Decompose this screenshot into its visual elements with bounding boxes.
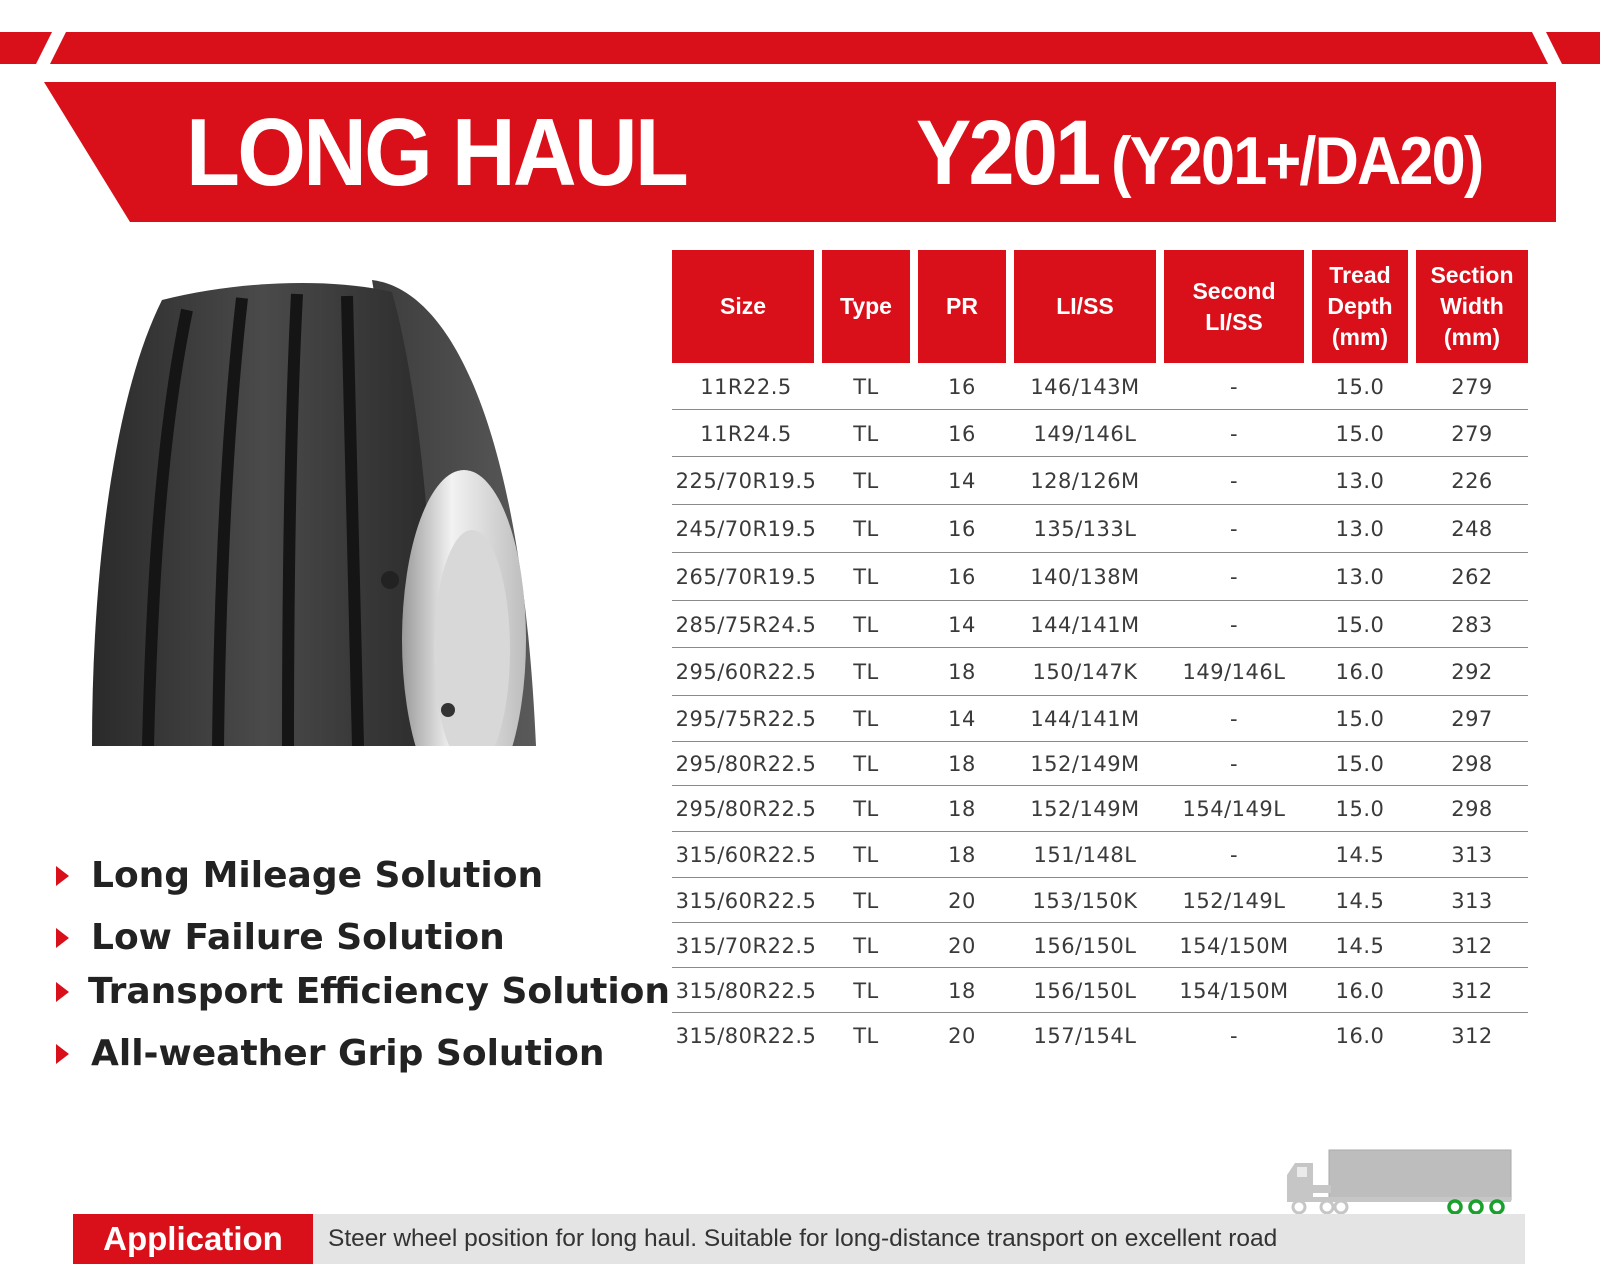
table-cell: 16 — [948, 565, 976, 589]
table-cell: - — [1229, 421, 1239, 446]
triangle-right-icon — [56, 928, 69, 948]
table-cell: - — [1229, 752, 1239, 776]
table-cell: 283 — [1451, 612, 1493, 637]
triangle-right-icon — [56, 982, 69, 1002]
feature-item — [56, 1033, 604, 1074]
table-cell: 298 — [1451, 797, 1493, 821]
table-cell: 152/149L — [1182, 888, 1286, 913]
table-cell: TL — [853, 469, 879, 493]
table-cell: TL — [853, 707, 879, 731]
table-cell: 150/147K — [1032, 660, 1138, 684]
table-cell: 152/149M — [1030, 797, 1140, 821]
triangle-right-icon — [56, 866, 69, 886]
feature-item — [56, 855, 543, 896]
column-header: Section Width (mm) — [1416, 250, 1528, 363]
model-title — [916, 98, 1482, 208]
table-cell: 15.0 — [1335, 374, 1385, 399]
table-cell: 149/146L — [1033, 421, 1137, 446]
table-cell: 18 — [948, 978, 976, 1003]
application-label: Application — [73, 1214, 313, 1264]
feature-label: Long Mileage Solution — [91, 855, 544, 896]
table-cell: 15.0 — [1335, 797, 1385, 821]
table-cell: 295/60R22.5 — [675, 660, 817, 684]
table-cell: 14.5 — [1335, 933, 1385, 958]
column-header: PR — [918, 250, 1006, 363]
table-cell: 298 — [1451, 752, 1493, 776]
table-cell: TL — [853, 933, 879, 958]
table-cell: - — [1229, 707, 1239, 731]
table-cell: 20 — [948, 933, 976, 958]
table-cell: 16 — [948, 421, 976, 446]
table-cell: 16.0 — [1335, 1024, 1385, 1048]
tire-icon — [92, 280, 536, 746]
table-row — [672, 742, 1528, 786]
table-cell: 11R24.5 — [700, 421, 792, 446]
table-cell: 144/141M — [1030, 612, 1140, 637]
model-variants: (Y201+/DA20) — [1110, 123, 1482, 199]
table-cell: 312 — [1451, 1024, 1493, 1048]
table-cell: 245/70R19.5 — [675, 517, 817, 541]
table-cell: 248 — [1451, 517, 1493, 541]
table-row — [672, 923, 1528, 968]
table-cell: TL — [853, 565, 879, 589]
table-cell: 312 — [1451, 978, 1493, 1003]
feature-label: Transport Efficiency Solution — [88, 971, 671, 1012]
column-header: LI/SS — [1014, 250, 1156, 363]
table-row — [672, 457, 1528, 505]
table-cell: - — [1229, 1024, 1239, 1048]
table-cell: 225/70R19.5 — [675, 469, 817, 493]
category-title: LONG HAUL — [186, 99, 687, 206]
table-cell: 295/80R22.5 — [675, 797, 817, 821]
table-cell: 140/138M — [1030, 565, 1140, 589]
table-cell: - — [1229, 843, 1239, 867]
table-cell: 315/70R22.5 — [675, 933, 817, 958]
table-cell: 14 — [948, 612, 976, 637]
table-cell: - — [1229, 612, 1239, 637]
table-cell: 18 — [948, 660, 976, 684]
feature-label: All-weather Grip Solution — [91, 1033, 605, 1074]
table-cell: 15.0 — [1335, 612, 1385, 637]
table-cell: 313 — [1451, 843, 1493, 867]
table-cell: 14 — [948, 469, 976, 493]
table-cell: 16.0 — [1335, 978, 1385, 1003]
table-cell: 154/150M — [1179, 978, 1289, 1003]
column-header: Tread Depth (mm) — [1312, 250, 1408, 363]
table-cell: 20 — [948, 888, 976, 913]
table-header — [672, 250, 1528, 363]
table-cell: 149/146L — [1182, 660, 1286, 684]
table-cell: 151/148L — [1033, 843, 1137, 867]
table-row — [672, 363, 1528, 410]
table-cell: 16.0 — [1335, 660, 1385, 684]
table-cell: 279 — [1451, 374, 1493, 399]
table-row — [672, 968, 1528, 1013]
table-cell: 146/143M — [1030, 374, 1140, 399]
table-cell: 13.0 — [1335, 517, 1385, 541]
table-cell: 226 — [1451, 469, 1493, 493]
table-cell: 313 — [1451, 888, 1493, 913]
table-cell: 295/80R22.5 — [675, 752, 817, 776]
table-row — [672, 878, 1528, 923]
table-cell: 144/141M — [1030, 707, 1140, 731]
table-cell: TL — [853, 421, 879, 446]
table-cell: 16 — [948, 517, 976, 541]
table-cell: 265/70R19.5 — [675, 565, 817, 589]
table-cell: 156/150L — [1033, 978, 1137, 1003]
table-row — [672, 648, 1528, 696]
table-cell: 285/75R24.5 — [675, 612, 817, 637]
table-cell: 315/80R22.5 — [675, 978, 817, 1003]
table-cell: - — [1229, 469, 1239, 493]
table-cell: 315/60R22.5 — [675, 888, 817, 913]
table-cell: 15.0 — [1335, 707, 1385, 731]
table-cell: 292 — [1451, 660, 1493, 684]
table-cell: 128/126M — [1030, 469, 1140, 493]
feature-item — [56, 917, 505, 958]
table-cell: 14.5 — [1335, 888, 1385, 913]
table-cell: 14.5 — [1335, 843, 1385, 867]
table-cell: TL — [853, 660, 879, 684]
table-cell: TL — [853, 978, 879, 1003]
table-cell: 156/150L — [1033, 933, 1137, 958]
table-cell: TL — [853, 517, 879, 541]
model-name: Y201 — [915, 102, 1099, 204]
table-cell: TL — [853, 843, 879, 867]
triangle-right-icon — [56, 1044, 69, 1064]
table-row — [672, 553, 1528, 601]
table-cell: 297 — [1451, 707, 1493, 731]
table-cell: TL — [853, 888, 879, 913]
feature-item — [56, 971, 670, 1012]
table-row — [672, 505, 1528, 553]
table-cell: - — [1229, 517, 1239, 541]
feature-label: Low Failure Solution — [91, 917, 505, 958]
table-row — [672, 832, 1528, 878]
table-cell: 14 — [948, 707, 976, 731]
table-row — [672, 786, 1528, 832]
application-text: Steer wheel position for long haul. Suitable for long-distance transport on excellent road — [328, 1225, 1278, 1252]
table-cell: 154/150M — [1179, 933, 1289, 958]
table-cell: 20 — [948, 1024, 976, 1048]
column-header: Second LI/SS — [1164, 250, 1304, 363]
top-stripe — [0, 0, 1600, 70]
table-cell: 295/75R22.5 — [675, 707, 817, 731]
table-cell: TL — [853, 1024, 879, 1048]
table-cell: 15.0 — [1335, 421, 1385, 446]
table-cell: 312 — [1451, 933, 1493, 958]
table-cell: 315/80R22.5 — [675, 1024, 817, 1048]
table-cell: 135/133L — [1033, 517, 1137, 541]
table-cell: 15.0 — [1335, 752, 1385, 776]
table-cell: - — [1229, 565, 1239, 589]
table-cell: 315/60R22.5 — [675, 843, 817, 867]
table-cell: - — [1229, 374, 1239, 399]
table-row — [672, 601, 1528, 648]
table-cell: 157/154L — [1033, 1024, 1137, 1048]
table-cell: 18 — [948, 752, 976, 776]
table-cell: TL — [853, 797, 879, 821]
table-cell: TL — [853, 752, 879, 776]
table-cell: 18 — [948, 797, 976, 821]
table-cell: 11R22.5 — [700, 374, 792, 399]
table-cell: 18 — [948, 843, 976, 867]
table-cell: 13.0 — [1335, 469, 1385, 493]
table-row — [672, 1013, 1528, 1059]
table-row — [672, 410, 1528, 457]
table-cell: TL — [853, 374, 879, 399]
column-header: Size — [672, 250, 814, 363]
column-header: Type — [822, 250, 910, 363]
table-row — [672, 696, 1528, 742]
table-cell: 279 — [1451, 421, 1493, 446]
table-cell: 262 — [1451, 565, 1493, 589]
truck-icon — [1283, 1145, 1513, 1215]
table-cell: TL — [853, 612, 879, 637]
table-cell: 154/149L — [1182, 797, 1286, 821]
table-cell: 153/150K — [1032, 888, 1138, 913]
table-cell: 16 — [948, 374, 976, 399]
table-cell: 152/149M — [1030, 752, 1140, 776]
table-cell: 13.0 — [1335, 565, 1385, 589]
